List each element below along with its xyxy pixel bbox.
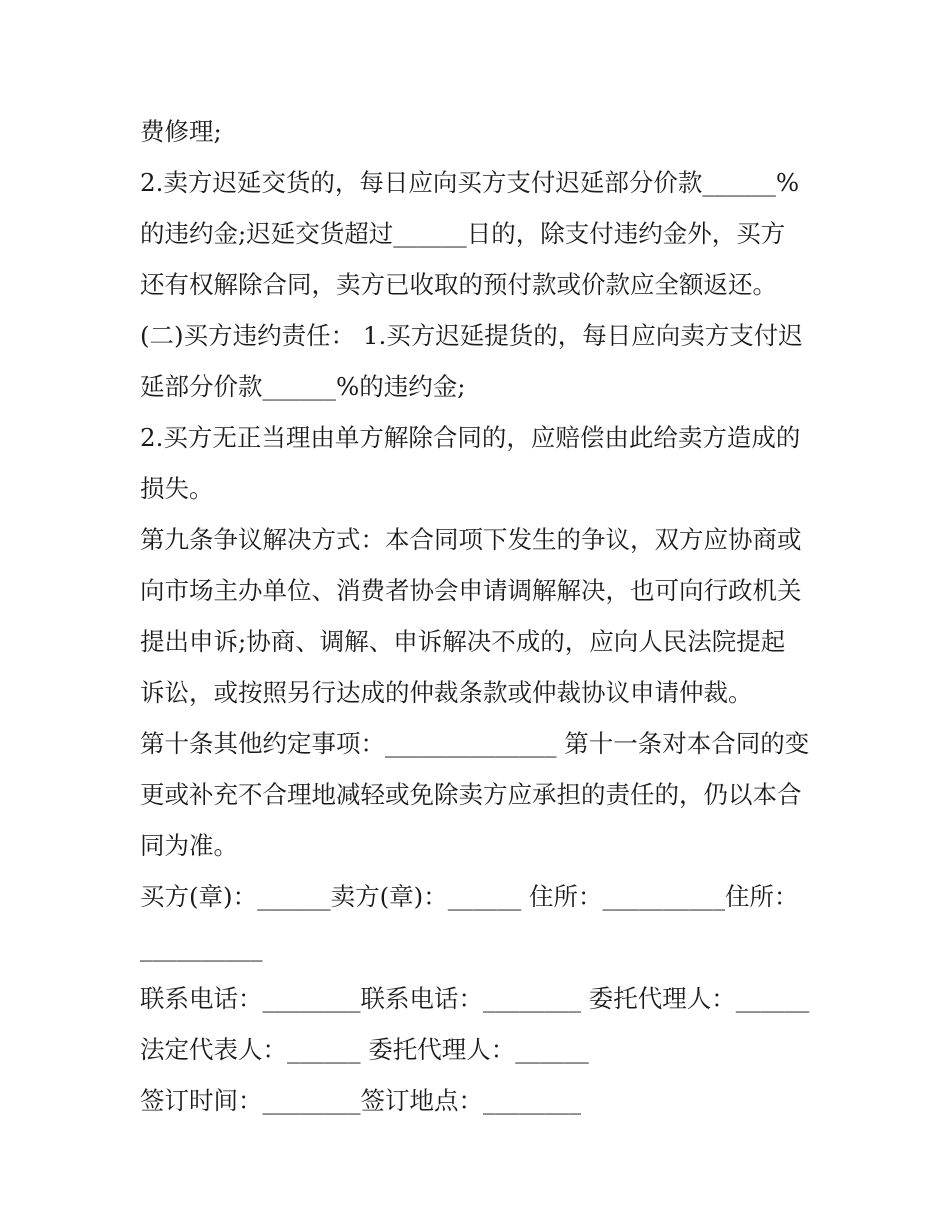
text-line-5: (二)买方违约责任： 1.买方迟延提货的，每日应向卖方支付迟 (140, 321, 803, 350)
signature-line-address-blank: __________ (140, 933, 263, 962)
text-line-13: 第十条其他约定事项：______________ 第十一条对本合同的变 (140, 729, 810, 758)
signature-line-date-place: 签订时间：________签订地点：________ (140, 1086, 581, 1115)
text-line-6: 延部分价款______%的违约金; (140, 372, 466, 401)
document-page (140, 106, 820, 1126)
text-line-1: 费修理; (140, 117, 222, 146)
text-line-2: 2.卖方迟延交货的，每日应向买方支付迟延部分价款______% (140, 168, 800, 197)
signature-line-representative: 法定代表人：______ 委托代理人：______ (140, 1035, 589, 1064)
text-line-14: 更或补充不合理地减轻或免除卖方应承担的责任的，仍以本合 (140, 780, 802, 809)
text-line-7: 2.买方无正当理由单方解除合同的，应赔偿由此给卖方造成的 (140, 423, 801, 452)
text-line-11: 提出申诉;协商、调解、申诉解决不成的，应向人民法院提起 (140, 627, 786, 656)
text-line-3: 的违约金;迟延交货超过______日的，除支付违约金外，买方 (140, 219, 786, 248)
text-line-15: 同为准。 (140, 831, 238, 860)
text-line-9: 第九条争议解决方式：本合同项下发生的争议，双方应协商或 (140, 525, 802, 554)
text-line-12: 诉讼，或按照另行达成的仲裁条款或仲裁协议申请仲裁。 (140, 678, 753, 707)
signature-line-parties: 买方(章)：______卖方(章)：______ 住所：__________住所： (140, 882, 799, 911)
text-line-10: 向市场主办单位、消费者协会申请调解解决，也可向行政机关 (140, 576, 802, 605)
signature-line-phone: 联系电话：________联系电话：________ 委托代理人：______ (140, 984, 810, 1013)
text-line-4: 还有权解除合同，卖方已收取的预付款或价款应全额返还。 (140, 270, 777, 299)
text-line-8: 损失。 (140, 474, 214, 503)
